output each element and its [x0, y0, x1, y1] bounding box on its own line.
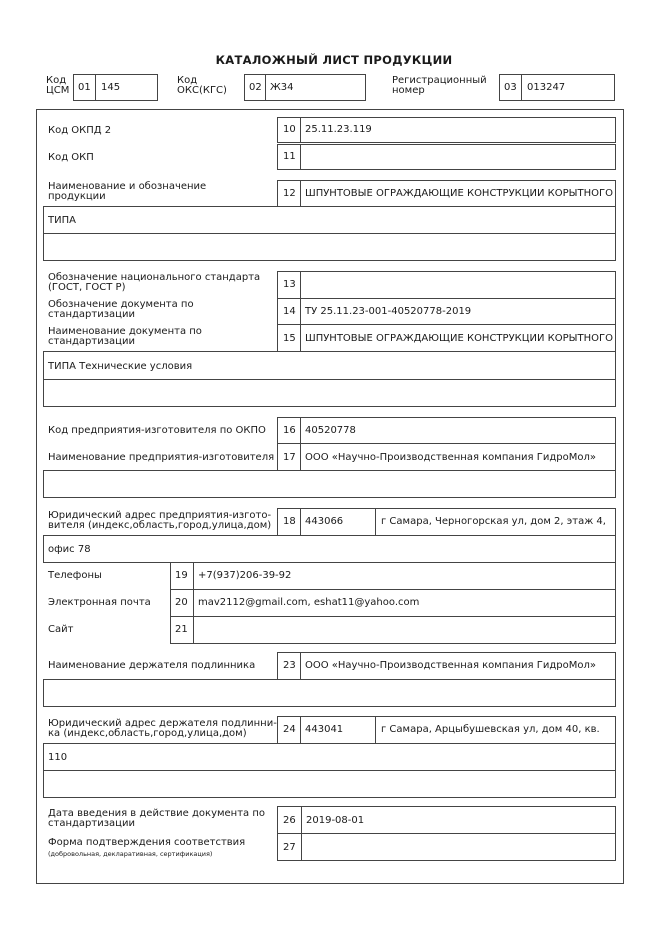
- product-label: Наименование и обозначение продукции: [48, 181, 207, 202]
- product-num: 12: [283, 188, 296, 199]
- okpd2-num: 10: [283, 124, 296, 135]
- site-num: 21: [175, 624, 188, 635]
- holder-addr-index: 443041: [305, 724, 344, 735]
- holder-addr-value: г Самара, Арцыбушевская ул, дом 40, кв.: [381, 724, 600, 735]
- conf-field[interactable]: [301, 833, 616, 861]
- email-label: Электронная почта: [48, 597, 151, 608]
- doc-name-num: 15: [283, 333, 296, 344]
- phone-label: Телефоны: [48, 570, 102, 581]
- okpd2-value: 25.11.23.119: [305, 124, 372, 135]
- product-value-cont: ТИПА: [48, 215, 76, 226]
- oks-num: 02: [249, 82, 262, 93]
- site-field[interactable]: [193, 616, 616, 644]
- okp-field[interactable]: [300, 144, 616, 170]
- holder-addr-extra-field[interactable]: [43, 770, 616, 798]
- phone-num: 19: [175, 570, 188, 581]
- oks-label: Код ОКС(КГС): [177, 75, 227, 96]
- doc-value: ТУ 25.11.23-001-40520778-2019: [305, 306, 472, 317]
- maker-value: ООО «Научно-Производственная компания ГидроМол»: [305, 452, 596, 463]
- maker-extra-field[interactable]: [43, 470, 616, 498]
- okp-num: 11: [283, 151, 296, 162]
- holder-addr-cont: 110: [48, 752, 68, 763]
- conf-label: Форма подтверждения соответствия: [48, 837, 246, 848]
- okp-label: Код ОКП: [48, 152, 94, 163]
- maker-addr-cont: офис 78: [48, 544, 91, 555]
- email-num: 20: [175, 597, 188, 608]
- doc-name-label: Наименование документа по стандартизации: [48, 326, 202, 347]
- csm-label: Код ЦСМ: [46, 75, 70, 96]
- csm-value: 145: [101, 82, 121, 93]
- holder-addr-label: Юридический адрес держателя подлинни- ка (индекс,область,город,улица,дом): [48, 718, 277, 739]
- date-value: 2019-08-01: [306, 815, 365, 826]
- nat-std-label: Обозначение национального стандарта (ГОСТ, ГОСТ Р): [48, 272, 261, 293]
- okpo-label: Код предприятия-изготовителя по ОКПО: [48, 425, 266, 436]
- maker-num: 17: [283, 452, 296, 463]
- reg-label: Регистрационный номер: [392, 75, 487, 96]
- doc-label: Обозначение документа по стандартизации: [48, 299, 194, 320]
- holder-value: ООО «Научно-Производственная компания ГидроМол»: [305, 660, 596, 671]
- maker-addr-num: 18: [283, 516, 296, 527]
- holder-addr-num: 24: [283, 724, 296, 735]
- product-value: ШПУНТОВЫЕ ОГРАЖДАЮЩИЕ КОНСТРУКЦИИ КОРЫТНОГО: [305, 188, 613, 199]
- product-extra-field[interactable]: [43, 233, 616, 261]
- csm-num: 01: [78, 82, 91, 93]
- maker-label: Наименование предприятия-изготовителя: [48, 452, 275, 463]
- doc-name-extra-field[interactable]: [43, 379, 616, 407]
- okpo-value: 40520778: [305, 425, 356, 436]
- doc-num: 14: [283, 306, 296, 317]
- site-label: Сайт: [48, 624, 74, 635]
- doc-name-value-cont: ТИПА Технические условия: [48, 361, 193, 372]
- holder-addr-cont-field[interactable]: [43, 743, 616, 771]
- email-value: mav2112@gmail.com, eshat11@yahoo.com: [198, 597, 420, 608]
- maker-addr-value: г Самара, Черногорская ул, дом 2, этаж 4,: [381, 516, 606, 527]
- holder-extra-field[interactable]: [43, 679, 616, 707]
- holder-label: Наименование держателя подлинника: [48, 660, 256, 671]
- doc-name-value: ШПУНТОВЫЕ ОГРАЖДАЮЩИЕ КОНСТРУКЦИИ КОРЫТНОГО: [305, 333, 613, 344]
- reg-value: 013247: [527, 82, 566, 93]
- page-title: КАТАЛОЖНЫЙ ЛИСТ ПРОДУКЦИИ: [215, 53, 453, 67]
- maker-addr-cont-field[interactable]: [43, 535, 616, 563]
- holder-num: 23: [283, 660, 296, 671]
- oks-value: Ж34: [270, 82, 294, 93]
- maker-addr-label: Юридический адрес предприятия-изгото- вителя (индекс,область,город,улица,дом): [48, 510, 272, 531]
- nat-std-field[interactable]: [300, 271, 616, 299]
- reg-num: 03: [504, 82, 517, 93]
- nat-std-num: 13: [283, 279, 296, 290]
- okpd2-label: Код ОКПД 2: [48, 125, 112, 136]
- conf-num: 27: [283, 842, 296, 853]
- okpo-num: 16: [283, 425, 296, 436]
- conf-sublabel: (добровольная, декларативная, сертификация): [48, 850, 213, 858]
- maker-addr-index: 443066: [305, 516, 344, 527]
- date-label: Дата введения в действие документа по стандартизации: [48, 808, 266, 829]
- date-num: 26: [283, 815, 296, 826]
- product-cont-field[interactable]: [43, 206, 616, 234]
- phone-value: +7(937)206-39-92: [198, 570, 292, 581]
